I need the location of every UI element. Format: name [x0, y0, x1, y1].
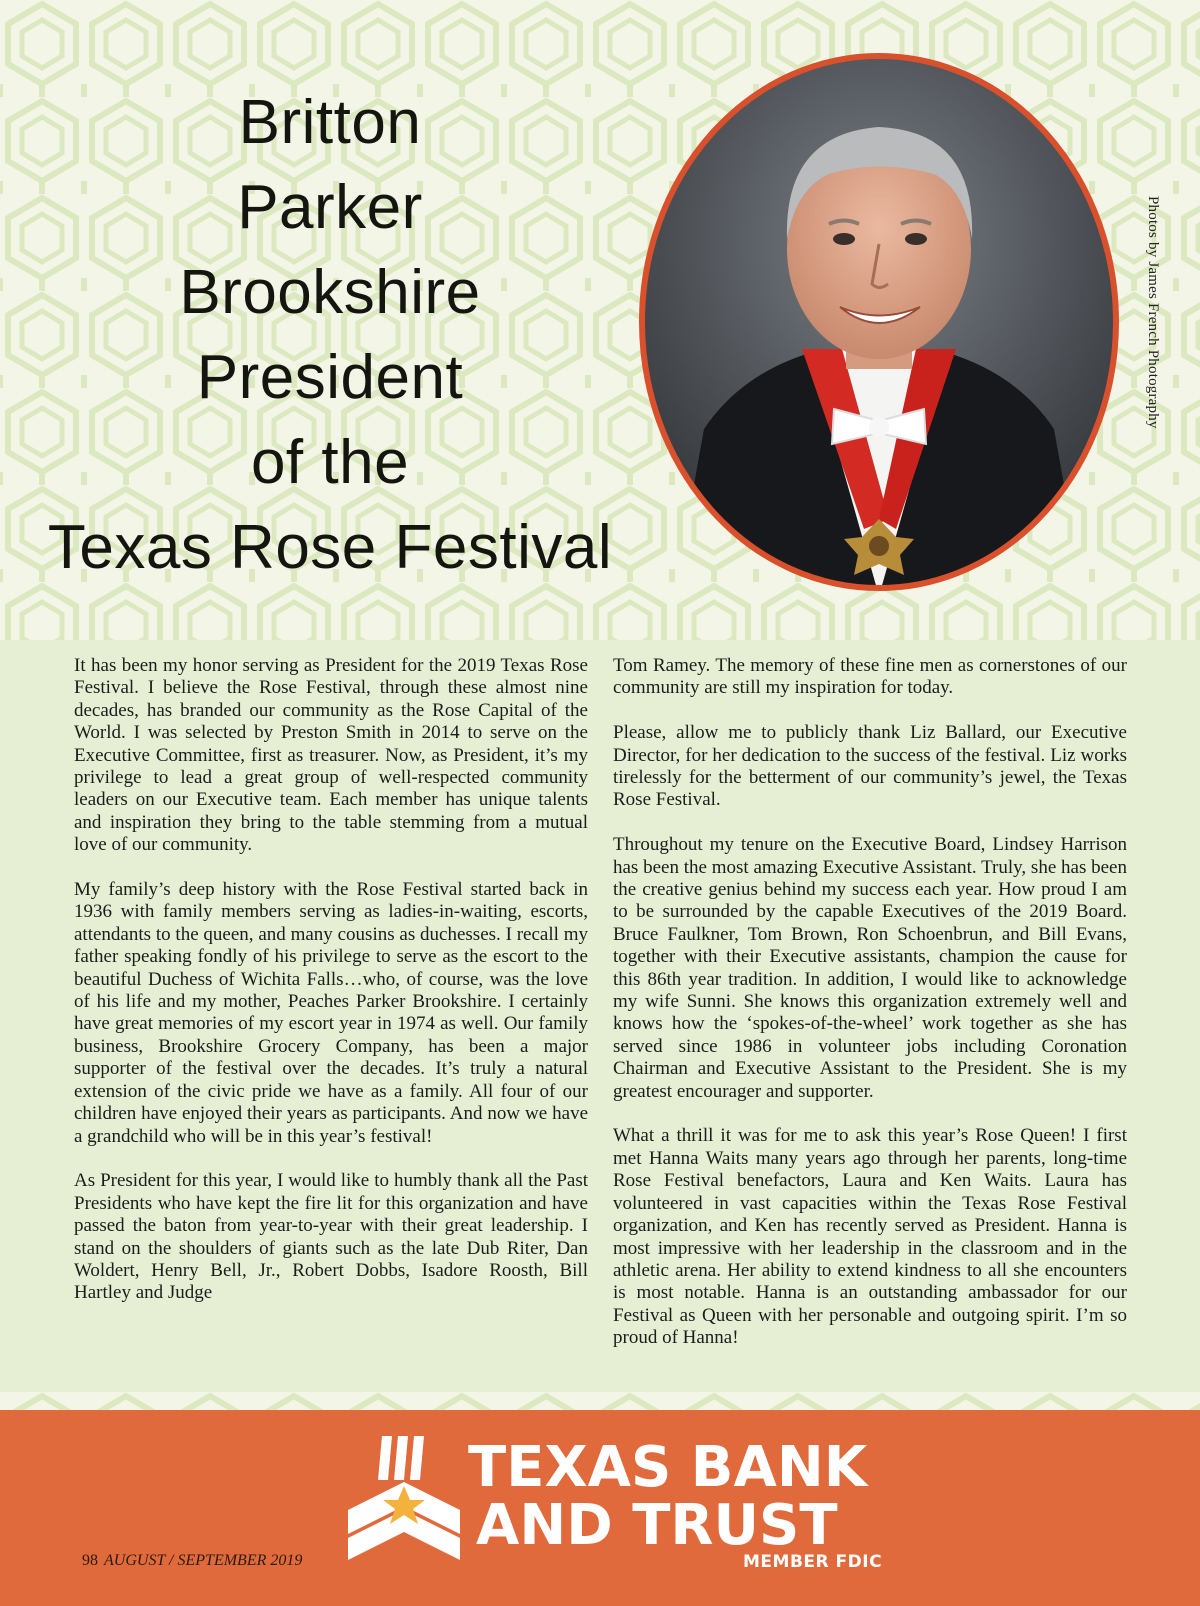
- headline-line: Britton: [238, 88, 422, 157]
- brand-line-1: TEXAS BANK: [468, 1435, 868, 1500]
- member-fdic-label: MEMBER FDIC: [743, 1552, 883, 1572]
- article-paragraph: As President for this year, I would like to humbly thank all the Past Presidents who have kept the fire lit for this organization and have passed the baton from year-to-year with their great leadership. I stand on the shoulders of giants such as the late Dub Riter, Dan Woldert, Henry Bell, Jr., Robert Dobbs, Isadore Roosth, Bill Hartley and Judge: [74, 1170, 588, 1304]
- headline-line: of the: [250, 428, 410, 497]
- headline-line: President: [196, 343, 464, 412]
- page-folio: [82, 1552, 302, 1570]
- article-column-left: [74, 655, 588, 1327]
- page-number: 98: [82, 1552, 98, 1569]
- headline: [10, 80, 650, 590]
- issue-date: AUGUST / SEPTEMBER 2019: [104, 1552, 303, 1569]
- portrait-photo: [634, 49, 1124, 596]
- article-paragraph: What a thrill it was for me to ask this year’s Rose Queen! I first met Hanna Waits many years ago through her parents, long-time Rose Festival benefactors, Laura and Ken Waits. Laura has volunteered in vast capacities within the Texas Rose Festival organization, and Ken has recently served as President. Hanna is most impressive with her leadership in the classroom and in the athletic arena. Her ability to extend kindness to all she encounters is most notable. Hanna is an outstanding ambassador for our Festival as Queen with her personable and outgoing spirit. I’m so proud of Hanna!: [613, 1125, 1127, 1349]
- star-chevron-icon: [348, 1436, 460, 1560]
- bank-advertisement[interactable]: [0, 1410, 1200, 1606]
- headline-line: Texas Rose Festival: [47, 513, 613, 582]
- headline-line: Parker: [237, 173, 423, 242]
- photo-credit: Photos by James French Photography: [1145, 196, 1161, 429]
- article-paragraph: Please, allow me to publicly thank Liz Ballard, our Executive Director, for her dedication to the success of the festival. Liz works tirelessly for the betterment of our community’s jewel, the Texas Rose Festival.: [613, 722, 1127, 811]
- texas-bank-logo: [348, 1434, 888, 1564]
- article-paragraph: It has been my honor serving as President for the 2019 Texas Rose Festival. I believe the Rose Festival, through these almost nine decades, has branded our community as the Rose Capital of the World. I was selected by Preston Smith in 2014 to serve on the Executive Committee, first as treasurer. Now, as President, it’s my privilege to lead a great group of well-respected community leaders on our Executive team. Each member has unique talents and inspiration they bring to the table stemming from a mutual love of our community.: [74, 655, 588, 856]
- brand-line-2: AND TRUST: [476, 1493, 838, 1558]
- article-paragraph: Throughout my tenure on the Executive Board, Lindsey Harrison has been the most amazing Executive Assistant. Truly, she has been the creative genius behind my success each year. How proud I am to be surrounded by the capable Executives of the 2019 Board. Bruce Faulkner, Tom Brown, Ron Schoenbrun, and Bill Evans, together with their Executive assistants, champion the cause for this 86th year tradition. In addition, I would like to acknowledge my wife Sunni. She knows this organization extremely well and knows how the ‘spokes-of-the-wheel’ work together as she has served since 1986 in volunteer jobs including Coronation Chairman and Executive Assistant to the President. She is my greatest encourager and supporter.: [613, 834, 1127, 1102]
- article-column-right: [613, 655, 1127, 1372]
- article-paragraph: Tom Ramey. The memory of these fine men as cornerstones of our community are still my inspiration for today.: [613, 655, 1127, 699]
- pattern-strip: [0, 1392, 1200, 1410]
- headline-line: Brookshire: [179, 258, 481, 327]
- article-paragraph: My family’s deep history with the Rose Festival started back in 1936 with family members serving as ladies-in-waiting, escorts, attendants to the queen, and many cousins as duchesses. I recall my father speaking fondly of his privilege to serve as the escort to the beautiful Duchess of Wichita Falls…who, of course, was the love of his life and my mother, Peaches Parker Brookshire. I certainly have great memories of my escort year in 1974 as well. Our family business, Brookshire Grocery Company, has been a major supporter of the festival over the decades. It’s truly a natural extension of the civic pride we have as a family. All four of our children have enjoyed their years as participants. And now we have a grandchild who will be in this year’s festival!: [74, 879, 588, 1147]
